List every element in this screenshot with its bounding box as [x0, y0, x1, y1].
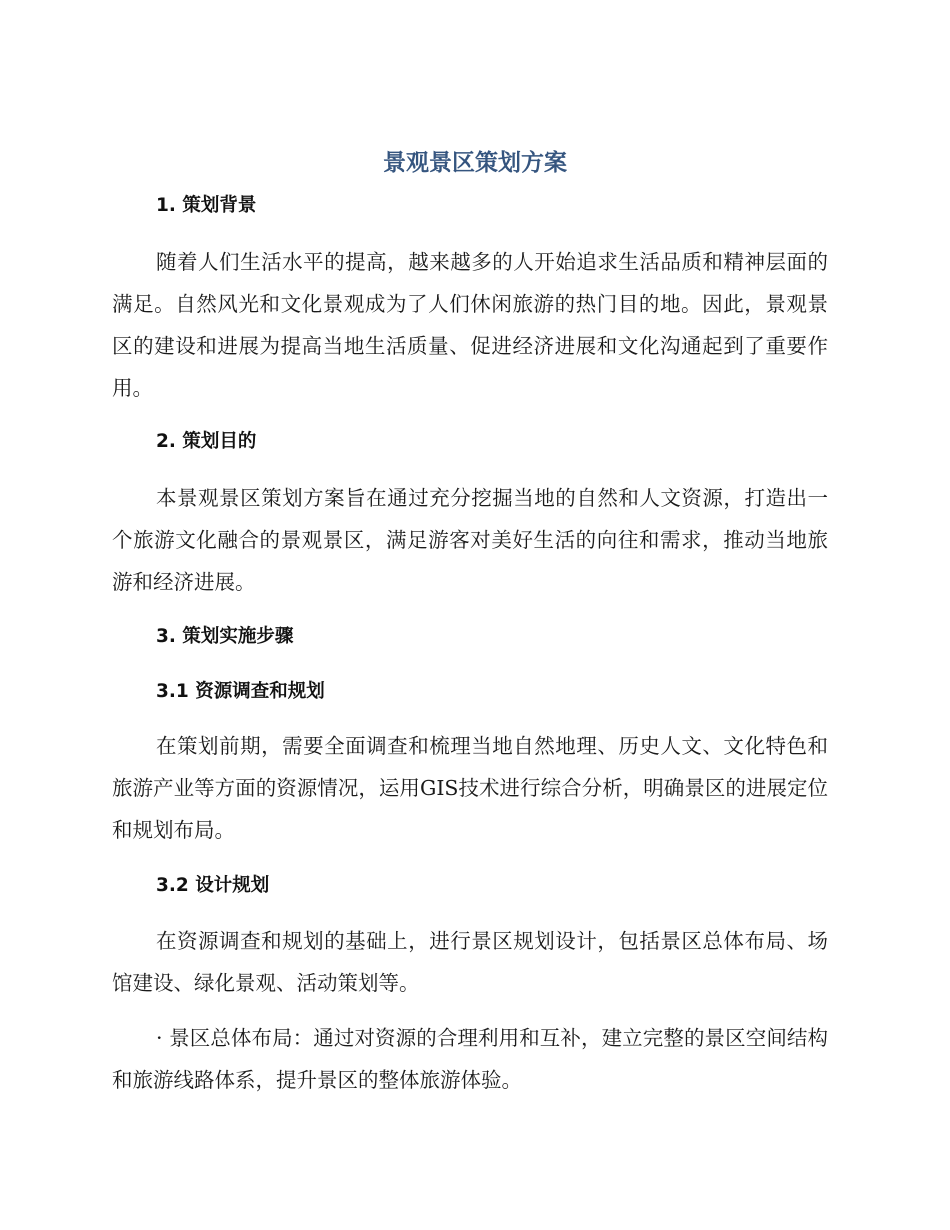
paragraph-background: 随着人们生活水平的提高，越来越多的人开始追求生活品质和精神层面的满足。自然风光和文化景观成为了人们休闲旅游的热门目的地。因此，景观景区的建设和进展为提高当地生活质量、促进经济进展和文化沟通起到了重要作用。 — [112, 250, 828, 400]
paragraph-design-planning: 在资源调查和规划的基础上，进行景区规划设计，包括景区总体布局、场馆建设、绿化景观、活动策划等。 — [112, 929, 828, 995]
section-heading-background: 1. 策划背景 — [156, 195, 257, 216]
section-heading-steps: 3. 策划实施步骤 — [156, 626, 294, 647]
section-heading-purpose: 2. 策划目的 — [156, 431, 257, 452]
document-title: 景观景区策划方案 — [383, 150, 567, 176]
section-heading-resource-survey: 3.1 资源调查和规划 — [156, 681, 325, 702]
bullet-paragraph-overall-layout: · 景区总体布局：通过对资源的合理利用和互补，建立完整的景区空间结构和旅游线路体系，提升景区的整体旅游体验。 — [112, 1026, 828, 1092]
paragraph-purpose: 本景观景区策划方案旨在通过充分挖掘当地的自然和人文资源，打造出一个旅游文化融合的景观景区，满足游客对美好生活的向往和需求，推动当地旅游和经济进展。 — [112, 486, 828, 594]
paragraph-resource-survey: 在策划前期，需要全面调查和梳理当地自然地理、历史人文、文化特色和旅游产业等方面的资源情况，运用GIS技术进行综合分析，明确景区的进展定位和规划布局。 — [112, 734, 828, 842]
section-heading-design-planning: 3.2 设计规划 — [156, 875, 270, 896]
